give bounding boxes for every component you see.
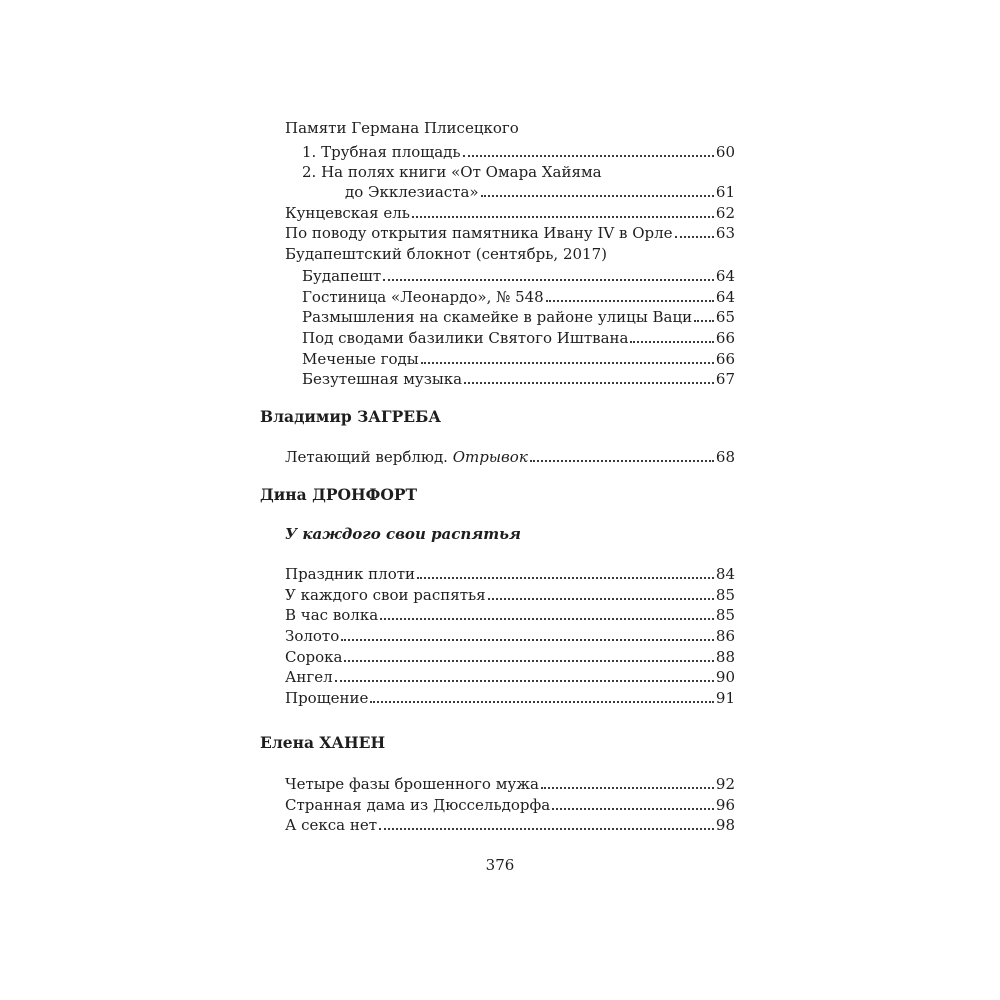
leader-dots xyxy=(417,576,714,579)
toc-entry xyxy=(285,585,735,605)
toc-entry-title: Прощение xyxy=(285,689,369,707)
toc-entry xyxy=(285,795,735,815)
toc-entry-page: 68 xyxy=(715,448,735,466)
toc-entry-page: 63 xyxy=(715,224,735,242)
toc-entry xyxy=(285,774,735,794)
toc-entry xyxy=(302,287,735,307)
cycle-heading: У каждого свои распятья xyxy=(285,525,521,543)
toc-entry xyxy=(302,349,735,369)
toc-entry xyxy=(285,564,735,584)
leader-dots xyxy=(541,786,714,789)
toc-entry-title: Будапешт xyxy=(302,267,382,285)
toc-group-title: Памяти Германа Плисецкого xyxy=(285,119,519,137)
toc-entry xyxy=(285,605,735,625)
author-heading: Елена ХАНЕН xyxy=(260,733,386,752)
author-heading: Дина ДРОНФОРТ xyxy=(260,485,418,504)
toc-entry-page: 60 xyxy=(715,143,735,161)
leader-dots xyxy=(530,459,714,462)
toc-entry-page: 64 xyxy=(715,288,735,306)
leader-dots xyxy=(380,617,714,620)
leader-dots xyxy=(421,361,714,364)
toc-entry xyxy=(285,223,735,243)
author-heading: Владимир ЗАГРЕБА xyxy=(260,407,441,426)
toc-entry-page: 67 xyxy=(715,370,735,388)
toc-entry-title: Меченые годы xyxy=(302,350,419,368)
toc-entry-title xyxy=(285,447,528,467)
leader-dots xyxy=(546,299,714,302)
toc-entry-title: Странная дама из Дюссельдорфа xyxy=(285,796,551,814)
toc-entry-page: 85 xyxy=(715,586,735,604)
leader-dots xyxy=(481,194,714,197)
toc-entry-title: В час волка xyxy=(285,606,379,624)
toc-entry-page: 65 xyxy=(715,308,735,326)
toc-entry-page: 96 xyxy=(715,796,735,814)
toc-entry xyxy=(285,688,735,708)
leader-dots xyxy=(335,679,714,682)
leader-dots xyxy=(552,807,714,810)
leader-dots xyxy=(675,235,714,238)
toc-entry xyxy=(285,626,735,646)
toc-entry-page: 86 xyxy=(715,627,735,645)
leader-dots xyxy=(463,154,714,157)
leader-dots xyxy=(344,659,713,662)
toc-entry-title-text: Летающий верблюд. xyxy=(285,448,453,466)
leader-dots xyxy=(630,340,713,343)
toc-entry-page: 62 xyxy=(715,204,735,222)
toc-entry xyxy=(285,815,735,835)
toc-entry-title: Кунцевская ель xyxy=(285,204,410,222)
toc-entry-page: 84 xyxy=(715,565,735,583)
toc-entry-title: Безутешная музыка xyxy=(302,370,463,388)
toc-entry xyxy=(302,266,735,286)
toc-entry-page: 90 xyxy=(715,668,735,686)
toc-entry-title-line: 2. На полях книги «От Омара Хайяма xyxy=(302,163,602,181)
toc-entry-title: Сорока xyxy=(285,648,343,666)
toc-group-title: Будапештский блокнот (сентябрь, 2017) xyxy=(285,245,607,263)
toc-entry-title: Четыре фазы брошенного мужа xyxy=(285,775,539,793)
toc-entry-page: 66 xyxy=(715,350,735,368)
toc-entry-title: По поводу открытия памятника Ивану IV в Орле xyxy=(285,224,673,242)
toc-entry xyxy=(345,182,735,202)
toc-entry xyxy=(285,203,735,223)
toc-entry-title: 1. Трубная площадь xyxy=(302,143,461,161)
toc-entry-title: Размышления на скамейке в районе улицы Ваци xyxy=(302,308,693,326)
toc-entry-page: 98 xyxy=(715,816,735,834)
leader-dots xyxy=(383,278,714,281)
toc-entry-page: 61 xyxy=(715,183,735,201)
leader-dots xyxy=(370,700,713,703)
leader-dots xyxy=(379,827,714,830)
toc-entry-title: до Экклезиаста» xyxy=(345,183,479,201)
toc-entry-title: Золото xyxy=(285,627,340,645)
toc-entry-page: 85 xyxy=(715,606,735,624)
toc-entry xyxy=(285,647,735,667)
toc-entry-title: Гостиница «Леонардо», № 548 xyxy=(302,288,544,306)
leader-dots xyxy=(412,215,714,218)
toc-entry xyxy=(302,369,735,389)
toc-entry-title: У каждого свои распятья xyxy=(285,586,486,604)
toc-entry-page: 66 xyxy=(715,329,735,347)
toc-entry-title: Праздник плоти xyxy=(285,565,416,583)
leader-dots xyxy=(694,319,714,322)
toc-entry xyxy=(302,142,735,162)
toc-entry xyxy=(302,307,735,327)
leader-dots xyxy=(488,597,714,600)
page-number: 376 xyxy=(485,856,515,874)
leader-dots xyxy=(464,381,714,384)
toc-entry xyxy=(285,667,735,687)
toc-entry-page: 64 xyxy=(715,267,735,285)
leader-dots xyxy=(341,638,714,641)
toc-entry-title: А секса нет xyxy=(285,816,378,834)
toc-entry-page: 91 xyxy=(715,689,735,707)
toc-entry-title-italic: Отрывок xyxy=(452,448,528,466)
toc-entry-page: 92 xyxy=(715,775,735,793)
toc-entry-title: Ангел xyxy=(285,668,333,686)
toc-entry-title: Под сводами базилики Святого Иштвана xyxy=(302,329,629,347)
toc-entry-page: 88 xyxy=(715,648,735,666)
toc-entry xyxy=(285,447,735,467)
toc-entry xyxy=(302,328,735,348)
